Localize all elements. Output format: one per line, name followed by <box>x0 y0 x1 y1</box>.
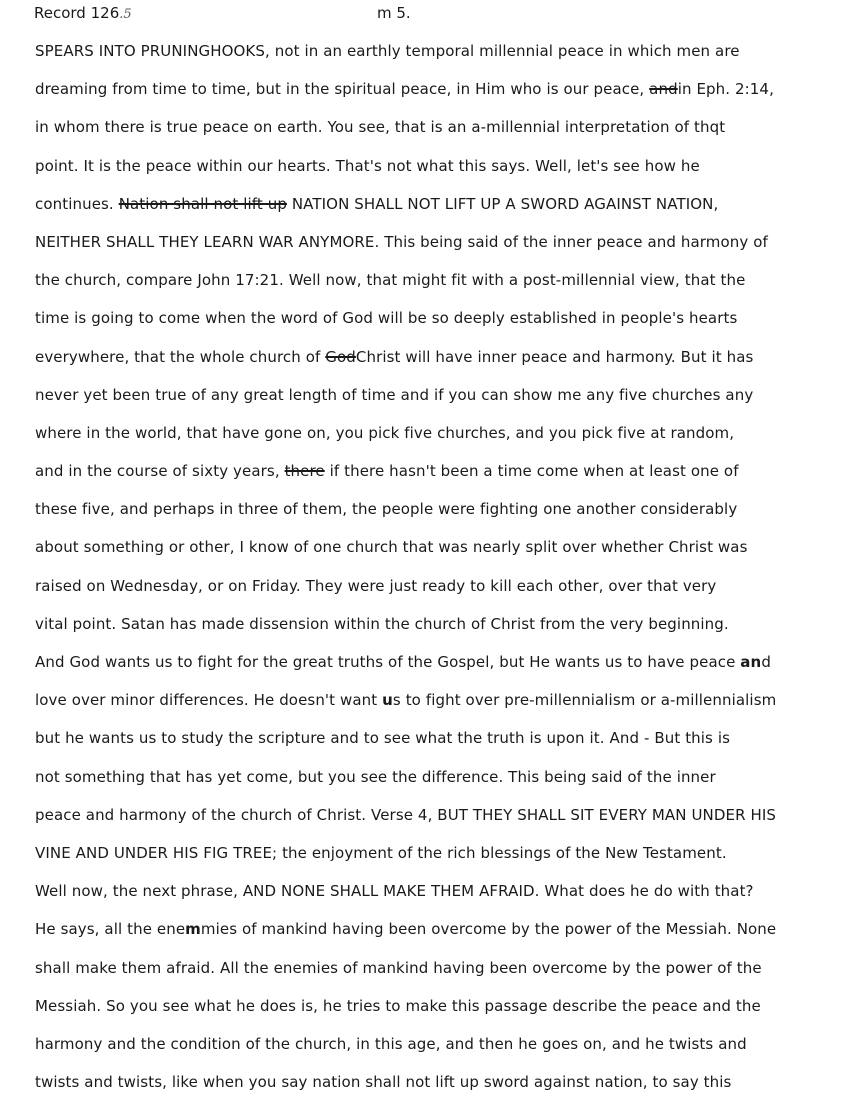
text-segment: time is going to come when the word of God will be so deeply established in people's hearts <box>35 309 738 328</box>
text-line <box>35 1072 847 1110</box>
overtyped-text: an <box>740 653 762 671</box>
text-segment: in Eph. 2:14, <box>677 80 774 99</box>
text-segment: Christ will have inner peace and harmony. But it has <box>355 347 754 366</box>
text-line <box>35 41 847 79</box>
struck-out-text: God <box>325 347 356 366</box>
record-label: Record 12 <box>34 4 110 22</box>
text-line <box>35 614 847 652</box>
text-segment: point. It is the peace within our hearts. That's not what this says. Well, let's see how he <box>35 156 700 175</box>
text-line <box>35 958 847 996</box>
text-segment: these five, and perhaps in three of them, the people were fighting one another considerably <box>35 500 738 519</box>
text-segment: twists and twists, like when you say nation shall not lift up sword against nation, to say this <box>35 1073 732 1092</box>
text-segment: Well now, the next phrase, AND NONE SHALL MAKE THEM AFRAID. What does he do with that? <box>35 882 754 901</box>
text-segment: Messiah. So you see what he does is, he tries to make this passage describe the peace and the <box>35 996 761 1015</box>
text-line <box>35 499 847 537</box>
text-line <box>35 385 847 423</box>
text-line <box>35 232 847 270</box>
text-line <box>35 156 847 194</box>
text-segment: NATION SHALL NOT LIFT UP A SWORD AGAINST NATION, <box>286 194 719 213</box>
text-segment: NEITHER SHALL THEY LEARN WAR ANYMORE. This being said of the inner peace and harmony of <box>35 232 768 251</box>
record-handwritten-edit: .5 <box>119 7 132 22</box>
text-line <box>35 690 847 728</box>
text-line <box>35 423 847 461</box>
text-segment: everywhere, that the whole church of <box>35 347 326 366</box>
text-line <box>35 270 847 308</box>
overtyped-text: u <box>382 691 393 710</box>
text-line <box>35 576 847 614</box>
overtyped-text: m <box>185 920 201 939</box>
text-line <box>35 194 847 232</box>
text-segment: peace and harmony of the church of Christ. Verse 4, BUT THEY SHALL SIT EVERY MAN UNDER HIS <box>35 805 777 824</box>
record-header <box>34 4 132 22</box>
text-segment: He says, all the ene <box>35 920 186 939</box>
text-segment: where in the world, that have gone on, you pick five churches, and you pick five at random, <box>35 423 735 442</box>
text-segment: never yet been true of any great length of time and if you can show me any five churches any <box>35 385 754 404</box>
text-line <box>35 79 847 117</box>
text-line <box>35 1034 847 1072</box>
text-segment: vital point. Satan has made dissension within the church of Christ from the very beginning. <box>35 614 729 633</box>
text-segment: d <box>761 653 771 671</box>
struck-out-text: there <box>284 462 325 481</box>
struck-out-text: Nation shall not lift up <box>118 194 287 213</box>
transcript-body <box>35 41 847 1110</box>
text-line <box>35 652 847 690</box>
text-line <box>35 805 847 843</box>
text-line <box>35 537 847 575</box>
text-line <box>35 117 847 155</box>
text-line <box>35 347 847 385</box>
text-segment: s to fight over pre-millennialism or a-millennialism <box>392 691 777 710</box>
text-line <box>35 461 847 499</box>
text-line <box>35 843 847 881</box>
text-segment: And God wants us to fight for the great truths of the Gospel, but He wants us to have peace <box>35 653 741 671</box>
text-line <box>35 308 847 346</box>
text-line <box>35 919 847 957</box>
text-segment: if there hasn't been a time come when at least one of <box>324 462 739 481</box>
text-segment: shall make them afraid. All the enemies of mankind having been overcome by the power of the <box>35 958 762 977</box>
text-segment: but he wants us to study the scripture and to see what the truth is upon it. And - But this is <box>35 729 731 748</box>
text-segment: and in the course of sixty years, <box>35 462 285 481</box>
struck-out-text: and <box>649 80 678 99</box>
text-segment: continues. <box>35 194 119 213</box>
text-segment: about something or other, I know of one church that was nearly split over whether Christ was <box>35 538 748 557</box>
text-line <box>35 996 847 1034</box>
page-number: m 5. <box>377 4 411 22</box>
text-segment: SPEARS INTO PRUNINGHOOKS, not in an earthly temporal millennial peace in which men are <box>35 42 740 60</box>
text-line <box>35 881 847 919</box>
text-segment: VINE AND UNDER HIS FIG TREE; the enjoyment of the rich blessings of the New Testament. <box>35 843 727 862</box>
text-segment: dreaming from time to time, but in the spiritual peace, in Him who is our peace, <box>35 80 650 99</box>
text-segment: raised on Wednesday, or on Friday. They were just ready to kill each other, over that very <box>35 576 717 595</box>
record-digit-typed: 6 <box>109 4 120 22</box>
text-line <box>35 767 847 805</box>
text-segment: not something that has yet come, but you see the difference. This being said of the inner <box>35 767 716 786</box>
text-segment: in whom there is true peace on earth. You see, that is an a-millennial interpretation of thqt <box>35 118 726 137</box>
text-line <box>35 728 847 766</box>
text-segment: harmony and the condition of the church, in this age, and then he goes on, and he twists and <box>35 1034 747 1053</box>
text-segment: love over minor differences. He doesn't want <box>35 691 383 710</box>
text-segment: the church, compare John 17:21. Well now, that might fit with a post-millennial view, that the <box>35 271 746 290</box>
text-segment: mies of mankind having been overcome by the power of the Messiah. None <box>200 920 777 939</box>
